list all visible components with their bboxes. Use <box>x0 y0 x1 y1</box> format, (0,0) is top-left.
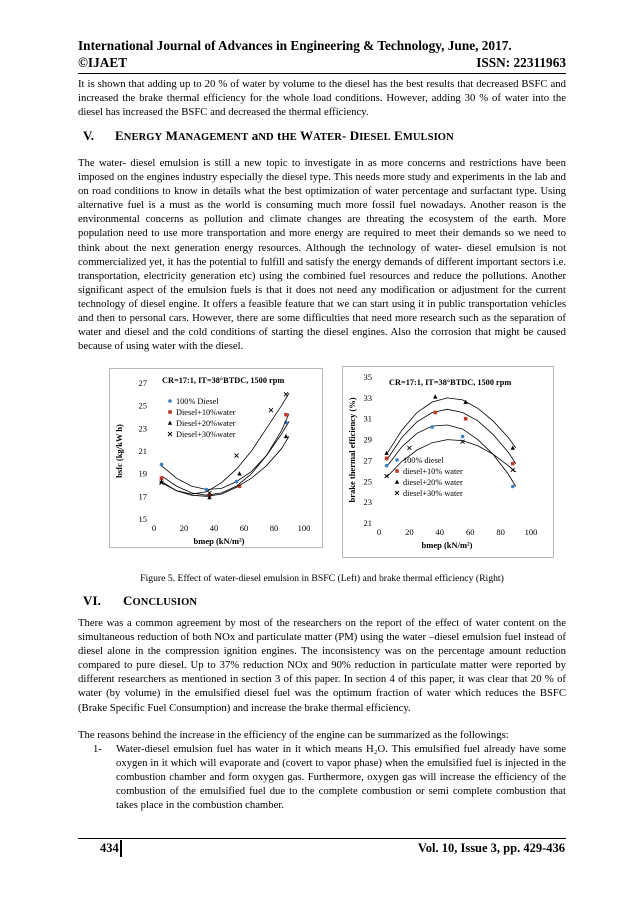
conclusion-paragraph-2: The reasons behind the increase in the efficiency of the engine can be summarized as the followings: <box>78 729 509 741</box>
footer-divider <box>78 838 566 839</box>
journal-header: International Journal of Advances in Engineering & Technology, June, 2017. <box>78 38 512 53</box>
section-6-number: VI. <box>83 593 101 608</box>
data-point <box>284 392 288 396</box>
x-tick-label: 20 <box>405 527 414 537</box>
y-tick-label: 17 <box>138 491 147 502</box>
x-tick-label: 40 <box>209 523 219 533</box>
data-point <box>385 464 389 468</box>
org-label: ©IJAET <box>78 55 128 70</box>
header-row <box>78 55 566 71</box>
x-tick-label: 0 <box>151 523 157 533</box>
list-item-number: 1- <box>93 743 102 755</box>
issn-label: ISSN: 22311963 <box>476 55 566 70</box>
legend-marker <box>168 399 172 403</box>
x-tick-label: 60 <box>239 523 249 533</box>
conclusion-paragraph-1: There was a common agreement by most of the researchers on the report of the effect of water content on the simultaneous reduction of both NOx and particulate matter (PM) using the water –diesel emulsion fuel instead of diesel alone in the compression ignition engines. The inconsistency was on the percentage amount reduction compared to pure diesel. Up to 37% reduction NOx and 90% reduction in particulate matter were reported by different researchers as mentioned in section 3 of this paper. In section 4 of this paper, it was clear that 20 % of water (by volume) in the emulsified diesel fuel was the optimum fraction of water which reduces the BSFC (Brake Specific Fuel Consumption) and increase the brake thermal efficiency. <box>78 617 566 714</box>
data-point <box>461 435 465 439</box>
section-6-title: CONCLUSION <box>123 593 198 608</box>
legend-label: 100% diesel <box>403 456 444 465</box>
chart-title: CR=17:1, IT=38°BTDC, 1500 rpm <box>162 376 285 385</box>
figure-caption: Figure 5. Effect of water-diesel emulsion in BSFC (Left) and brake thermal efficiency (Right) <box>140 573 504 584</box>
data-point <box>464 417 468 421</box>
x-axis-label: bmep (kN/m²) <box>193 536 245 546</box>
section-5-number: V. <box>83 128 95 143</box>
legend-label: Diesel+10%water <box>176 408 236 417</box>
data-point <box>463 400 467 404</box>
data-point <box>237 471 241 475</box>
y-axis-label: bsfc (kg/kW h) <box>114 424 124 478</box>
y-tick-label: 23 <box>363 497 372 508</box>
y-tick-label: 27 <box>363 455 372 466</box>
bte-chart <box>343 367 553 557</box>
legend-marker <box>168 410 172 414</box>
y-tick-label: 21 <box>138 446 147 456</box>
data-point <box>433 411 437 415</box>
data-point <box>284 413 288 417</box>
chart-title: CR=17:1, IT=38°BTDC, 1500 rpm <box>389 378 512 387</box>
section-6-heading <box>83 593 197 609</box>
data-point <box>160 463 164 467</box>
series-fit-line <box>162 436 290 496</box>
y-tick-label: 29 <box>363 434 372 445</box>
legend-label: Diesel+30%water <box>176 430 236 439</box>
data-point <box>430 425 434 429</box>
data-point <box>385 457 389 461</box>
bsfc-chart <box>110 369 322 547</box>
legend-marker <box>168 421 172 425</box>
x-tick-label: 80 <box>496 527 505 537</box>
footer-bar <box>120 840 123 857</box>
page-number: 434 <box>100 841 119 855</box>
y-tick-label: 25 <box>138 400 147 411</box>
x-tick-label: 0 <box>376 527 382 537</box>
volume-label: Vol. 10, Issue 3, pp. 429-436 <box>417 841 565 855</box>
list-item <box>93 742 566 812</box>
bsfc-chart-frame <box>109 368 323 548</box>
legend-label: 100% Diesel <box>176 397 219 406</box>
data-point <box>407 446 411 450</box>
data-point <box>511 468 515 472</box>
y-axis-label: brake thermal efficiency (%) <box>347 397 357 503</box>
y-tick-label: 23 <box>138 423 147 434</box>
y-tick-label: 21 <box>363 518 372 528</box>
x-axis-label: bmep (kN/m²) <box>421 540 473 550</box>
y-tick-label: 25 <box>363 476 372 487</box>
y-tick-label: 27 <box>138 378 147 388</box>
legend-marker <box>395 491 399 495</box>
section-5-heading <box>83 128 454 144</box>
intro-paragraph: It is shown that adding up to 20 % of water by volume to the diesel has the best results that decreased BSFC and increased the brake thermal efficiency for the whole load conditions. However, adding 30 % of water into the diesel has increased the BSFC and decreased the thermal efficiency. <box>78 78 566 119</box>
legend-marker <box>168 432 172 436</box>
bte-chart-frame <box>342 366 554 558</box>
y-tick-label: 19 <box>138 468 147 479</box>
legend-marker <box>395 458 399 462</box>
x-tick-label: 20 <box>179 523 189 533</box>
list-item-text: Water-diesel emulsion fuel has water in it which means H₂O. This emulsified fuel already have some oxygen in it which will evaporate and (covert to vapor phase) when the emulsified fuel is injected in the combustion chamber and form oxygen gas. Furthermore, oxygen gas will increase the efficiency of the combustion of the emulsified fuel due to the complete combustion or semi complete combustion that takes place in the combustion chamber. <box>116 743 566 812</box>
x-tick-label: 100 <box>524 527 538 537</box>
section-5-title: ENERGY MANAGEMENT aND tHE WATER- DIESEL EMULSION <box>115 128 454 143</box>
y-tick-label: 33 <box>363 392 372 403</box>
data-point <box>511 462 515 466</box>
x-tick-label: 100 <box>297 523 311 533</box>
legend-label: diesel+10% water <box>403 467 463 476</box>
data-point <box>235 454 239 458</box>
header-divider <box>78 73 566 74</box>
x-tick-label: 80 <box>269 523 279 533</box>
data-point <box>433 394 437 398</box>
y-tick-label: 31 <box>363 413 372 424</box>
x-tick-label: 60 <box>465 527 475 537</box>
y-tick-label: 15 <box>138 514 147 524</box>
legend-marker <box>395 480 399 484</box>
legend-label: diesel+20% water <box>403 478 463 487</box>
data-point <box>269 408 273 412</box>
legend-label: Diesel+20%water <box>176 419 236 428</box>
legend-label: diesel+30% water <box>403 489 463 498</box>
data-point <box>284 434 288 438</box>
data-point <box>235 480 239 484</box>
section-5-paragraph: The water- diesel emulsion is still a new topic to investigate in as more concerns and restrictions have been imposed on the engines industry especially the diesel type. This needs more study and experiments in the lab and on road conditions to know in details what the best optimization of water percentage and surfactant type. Using alternative fuel is a must as the world is consuming much more fossil fuel nowadays. Another reason is the environmental concerns as pollution and climate changes are threating the ecosystem of the earth. More population need to use more transportation and more energy are required to meet their demands so we need to think about the next generation energy resources. Although the technology of water- diesel emulsion is not commercialized yet, it has the potential to fulfill and satisfy the energy demands of different important sectors i.e. transportation, electricity generation etc) using the combined fuel resources and reduce the pollutions. Another significant aspect of the emulsion fuels is that it does not need any modification or adjustment for the current technology of diesel engine. It offers a feasible feature that we can start using it in public transportation vehicles and then to personal cars. However, there are some difficulties that need more research such as the separation of water and diesel and the cold conditions of starting the diesel engines. Also the corrosion that might be caused because of using water with the diesel. <box>78 157 566 353</box>
data-point <box>511 485 515 489</box>
x-tick-label: 40 <box>435 527 445 537</box>
y-tick-label: 35 <box>363 372 372 382</box>
legend-marker <box>395 469 399 473</box>
